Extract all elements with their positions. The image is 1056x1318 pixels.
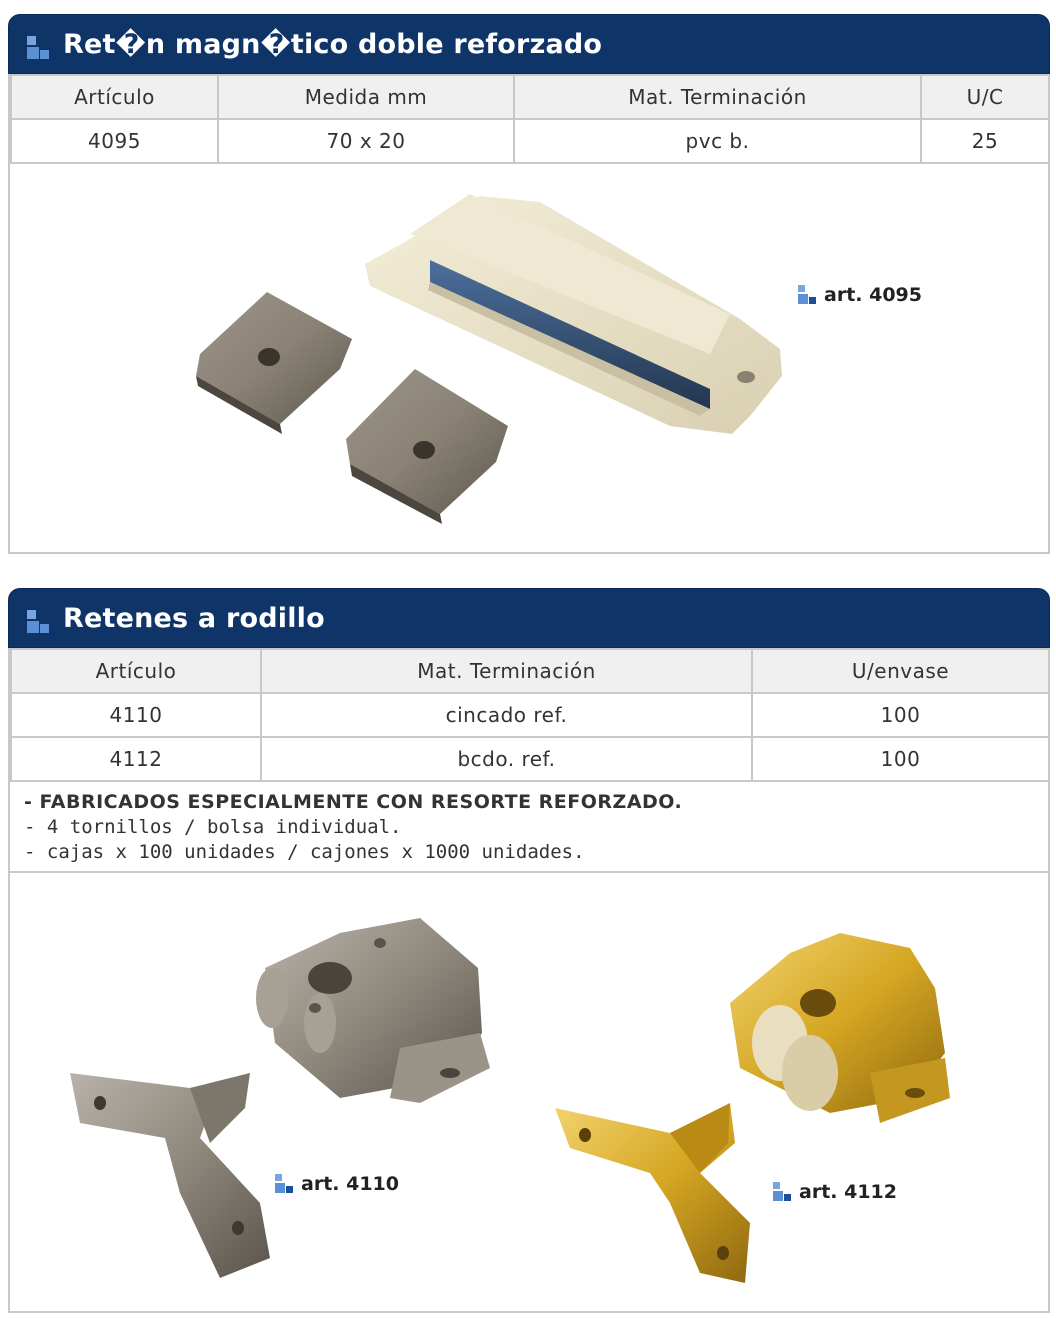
product-notes	[10, 782, 1048, 873]
roller-catches-image	[10, 873, 1048, 1311]
column-header: Artículo	[11, 75, 218, 119]
section-magnetic-catch	[8, 14, 1050, 554]
table-cell: cincado ref.	[261, 693, 752, 737]
section-header	[8, 588, 1050, 648]
table-row	[11, 693, 1049, 737]
table-cell: pvc b.	[514, 119, 921, 163]
table-cell: 100	[752, 737, 1049, 781]
square-bullet-icon	[27, 610, 51, 634]
product-photo-area	[10, 873, 1048, 1311]
table-row	[11, 737, 1049, 781]
article-label-text: art. 4112	[799, 1181, 897, 1203]
section-body	[8, 74, 1050, 554]
column-header: U/envase	[752, 649, 1049, 693]
section-header	[8, 14, 1050, 74]
product-photo-area	[10, 164, 1048, 552]
column-header: Artículo	[11, 649, 261, 693]
table-cell: 100	[752, 693, 1049, 737]
section-roller-catches	[8, 588, 1050, 1313]
table-cell: 70 x 20	[218, 119, 514, 163]
note-line: - 4 tornillos / bolsa individual.	[24, 816, 402, 838]
article-label-text: art. 4110	[301, 1173, 399, 1195]
column-header: Mat. Terminación	[514, 75, 921, 119]
product-table	[10, 74, 1050, 164]
table-cell: 4095	[11, 119, 218, 163]
article-label	[275, 1173, 399, 1195]
column-header: Mat. Terminación	[261, 649, 752, 693]
section-title: Retenes a rodillo	[63, 602, 325, 634]
table-cell: 4110	[11, 693, 261, 737]
table-cell: bcdo. ref.	[261, 737, 752, 781]
product-table	[10, 648, 1050, 782]
magnetic-catch-image	[10, 164, 1048, 552]
table-cell: 4112	[11, 737, 261, 781]
square-bullet-icon	[275, 1174, 295, 1194]
column-header: U/C	[921, 75, 1049, 119]
table-header-row	[11, 75, 1049, 119]
table-cell: 25	[921, 119, 1049, 163]
column-header: Medida mm	[218, 75, 514, 119]
section-title: Ret�n magn�tico doble reforzado	[63, 28, 603, 60]
note-line: - FABRICADOS ESPECIALMENTE CON RESORTE REFORZADO.	[24, 791, 683, 813]
note-line: - cajas x 100 unidades / cajones x 1000 unidades.	[24, 841, 585, 863]
square-bullet-icon	[27, 36, 51, 60]
article-label	[798, 284, 922, 306]
article-label-text: art. 4095	[824, 284, 922, 306]
table-header-row	[11, 649, 1049, 693]
square-bullet-icon	[798, 285, 818, 305]
square-bullet-icon	[773, 1182, 793, 1202]
article-label	[773, 1181, 897, 1203]
table-row	[11, 119, 1049, 163]
section-body	[8, 648, 1050, 1313]
